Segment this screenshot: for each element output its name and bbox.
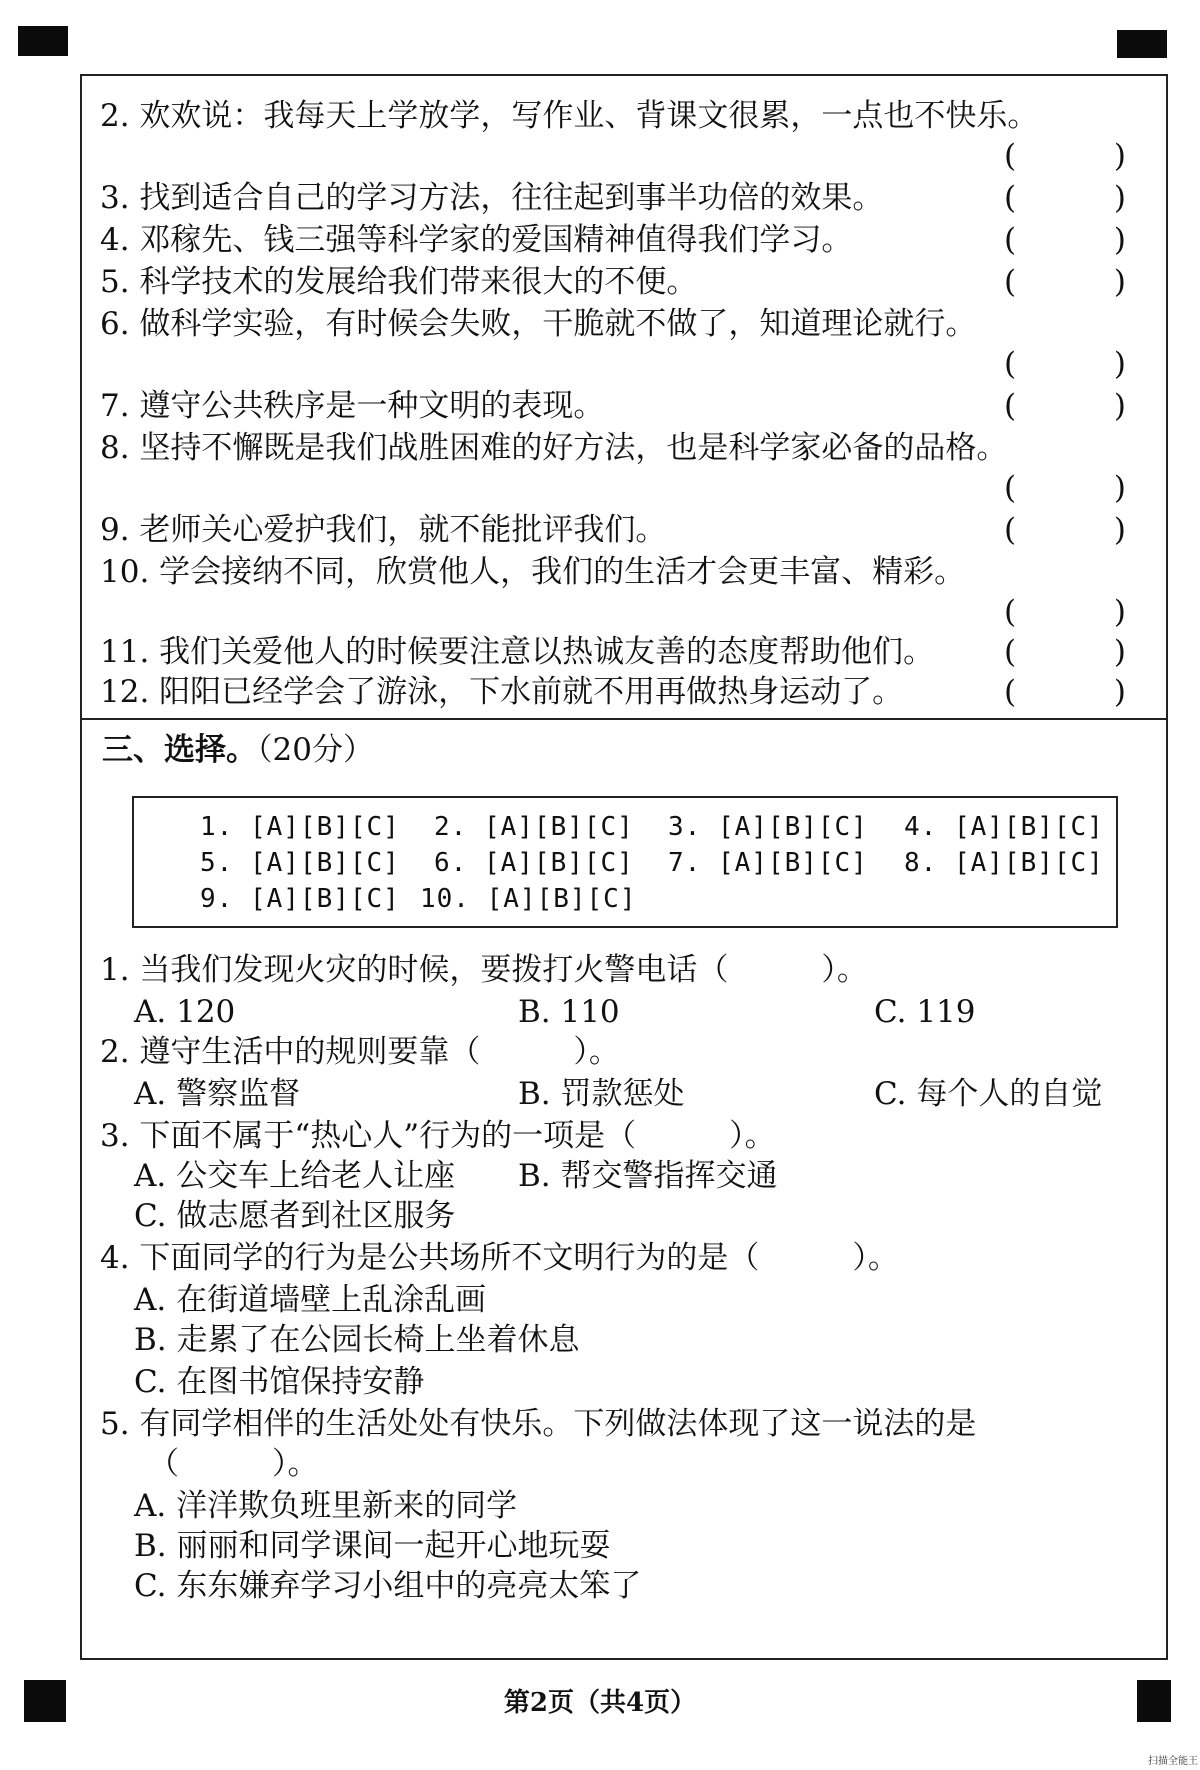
question-3-stem: 3. 下面不属于“热心人”行为的一项是（ ）。 [100,1118,776,1154]
section-divider [80,718,1168,720]
question-5-option-c[interactable]: C. 东东嫌弃学习小组中的亮亮太笨了 [134,1568,642,1604]
judge-item-2: 2. 欢欢说：我每天上学放学，写作业、背课文很累，一点也不快乐。 [100,98,1039,134]
answer-bubble-1[interactable]: 1. [A][B][C] [200,812,400,842]
answer-paren-3: ( ) [1004,180,1126,216]
answer-paren-7: ( ) [1004,388,1126,424]
answer-bubble-6[interactable]: 6. [A][B][C] [434,848,634,878]
answer-bubble-3[interactable]: 3. [A][B][C] [668,812,868,842]
question-2-option-b[interactable]: B. 罚款惩处 [518,1076,685,1112]
judge-item-7: 7. 遵守公共秩序是一种文明的表现。 [100,388,605,424]
answer-bubble-2[interactable]: 2. [A][B][C] [434,812,634,842]
judge-item-11: 11. 我们关爱他人的时候要注意以热诚友善的态度帮助他们。 [100,634,935,670]
judge-item-4: 4. 邓稼先、钱三强等科学家的爱国精神值得我们学习。 [100,222,853,258]
page-number: 第2页（共4页） [503,1688,697,1718]
section-title [102,730,374,770]
section-title-text: 三、选择。 [102,732,257,768]
judge-item-5: 5. 科学技术的发展给我们带来很大的不便。 [100,264,698,300]
question-3-option-c[interactable]: C. 做志愿者到社区服务 [134,1198,456,1234]
question-2-option-c[interactable]: C. 每个人的自觉 [874,1076,1103,1112]
judge-item-6: 6. 做科学实验，有时候会失败，干脆就不做了，知道理论就行。 [100,306,977,342]
answer-paren-5: ( ) [1004,264,1126,300]
question-2-stem: 2. 遵守生活中的规则要靠（ ）。 [100,1034,620,1070]
judge-item-3: 3. 找到适合自己的学习方法，往往起到事半功倍的效果。 [100,180,884,216]
answer-paren-10: ( ) [1004,594,1126,630]
answer-bubble-7[interactable]: 7. [A][B][C] [668,848,868,878]
section-score: （20分） [257,732,374,768]
question-5-stem: 5. 有同学相伴的生活处处有快乐。下列做法体现了这一说法的是 [100,1406,977,1442]
question-4-option-b[interactable]: B. 走累了在公园长椅上坐着休息 [134,1322,580,1358]
judge-item-9: 9. 老师关心爱护我们，就不能批评我们。 [100,512,667,548]
answer-bubble-10[interactable]: 10. [A][B][C] [420,884,637,914]
question-4-option-c[interactable]: C. 在图书馆保持安静 [134,1364,425,1400]
registration-mark-top-left [18,26,68,56]
answer-paren-11: ( ) [1004,634,1126,670]
question-3-option-a[interactable]: A. 公交车上给老人让座 [134,1158,456,1194]
question-5-option-b[interactable]: B. 丽丽和同学课间一起开心地玩耍 [134,1528,611,1564]
answer-paren-12: ( ) [1004,674,1126,710]
answer-paren-9: ( ) [1004,512,1126,548]
judge-item-10: 10. 学会接纳不同，欣赏他人，我们的生活才会更丰富、精彩。 [100,554,966,590]
question-1-option-c[interactable]: C. 119 [874,994,976,1030]
question-4-stem: 4. 下面同学的行为是公共场所不文明行为的是（ ）。 [100,1240,899,1276]
answer-bubble-8[interactable]: 8. [A][B][C] [904,848,1104,878]
question-5-stem-paren: （ ）。 [148,1446,319,1482]
answer-bubble-9[interactable]: 9. [A][B][C] [200,884,400,914]
answer-paren-8: ( ) [1004,470,1126,506]
answer-bubble-5[interactable]: 5. [A][B][C] [200,848,400,878]
judge-item-12: 12. 阳阳已经学会了游泳，下水前就不用再做热身运动了。 [100,674,904,710]
question-1-option-a[interactable]: A. 120 [134,994,236,1030]
question-5-option-a[interactable]: A. 洋洋欺负班里新来的同学 [134,1488,518,1524]
question-1-stem: 1. 当我们发现火灾的时候，要拨打火警电话（ ）。 [100,952,868,988]
question-4-option-a[interactable]: A. 在街道墙壁上乱涂乱画 [134,1282,487,1318]
answer-paren-4: ( ) [1004,222,1126,258]
answer-paren-6: ( ) [1004,346,1126,382]
question-1-option-b[interactable]: B. 110 [518,994,620,1030]
answer-paren-2: ( ) [1004,138,1126,174]
judge-item-8: 8. 坚持不懈既是我们战胜困难的好方法，也是科学家必备的品格。 [100,430,1008,466]
registration-mark-top-right [1117,30,1167,58]
question-3-option-b[interactable]: B. 帮交警指挥交通 [518,1158,778,1194]
scanner-watermark: 扫描全能王 [1148,1756,1198,1767]
answer-bubble-4[interactable]: 4. [A][B][C] [904,812,1104,842]
question-2-option-a[interactable]: A. 警察监督 [134,1076,301,1112]
